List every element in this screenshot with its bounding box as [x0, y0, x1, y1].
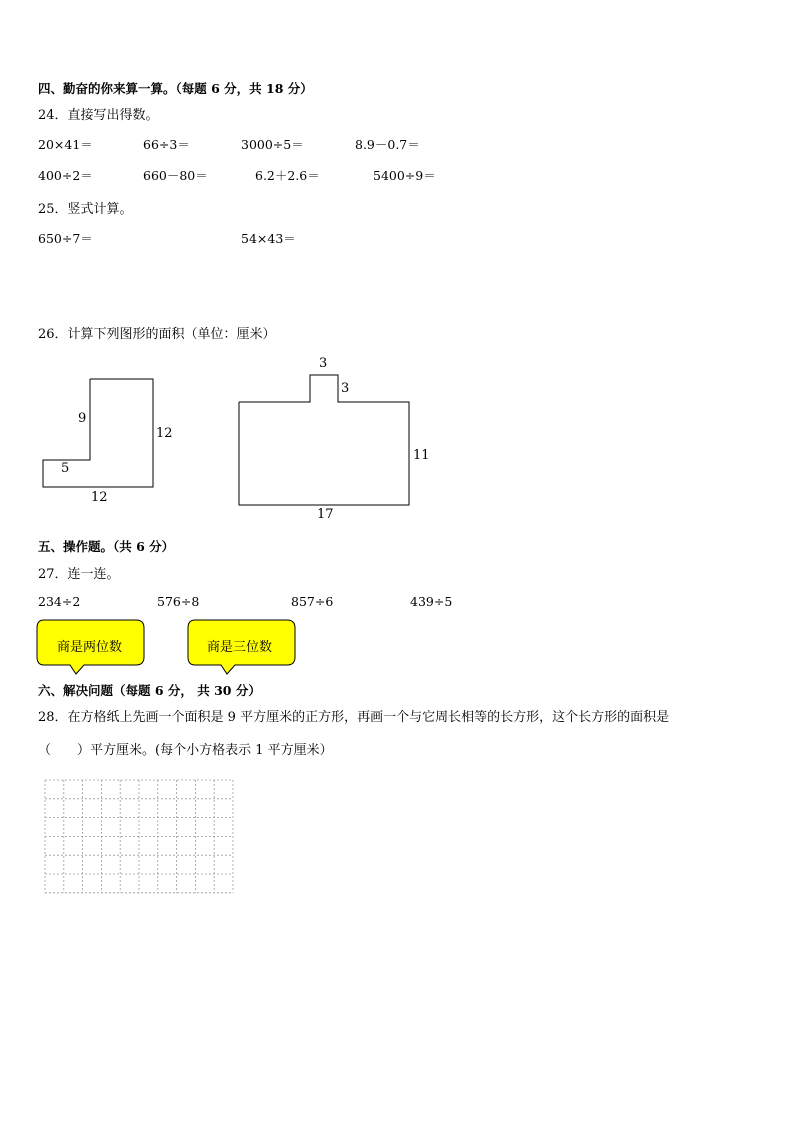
q24-prompt: 24．直接写出得数。	[38, 108, 159, 123]
fig2-label-top: 3	[319, 356, 328, 371]
q25-prompt: 25．竖式计算。	[38, 202, 133, 217]
section-5-title: 五、操作题。（共 6 分）	[38, 539, 175, 554]
q27-prompt: 27．连一连。	[38, 567, 120, 582]
q24-expr-5: 400÷2＝	[38, 168, 93, 183]
fig2-label-right: 11	[413, 448, 430, 463]
q24-expr-8: 5400÷9＝	[373, 168, 436, 183]
fig2-label-tab-height: 3	[341, 381, 350, 396]
q27-item-4: 439÷5	[410, 594, 453, 609]
section-4-title: 四、勤奋的你来算一算。（每题 6 分，共 18 分）	[38, 81, 313, 96]
q24-expr-1: 20×41＝	[38, 137, 93, 152]
fig2-label-bottom: 17	[317, 507, 334, 522]
q24-expr-3: 3000÷5＝	[241, 137, 304, 152]
q27-item-3: 857÷6	[291, 594, 334, 609]
q25-expr-2: 54×43＝	[241, 231, 296, 246]
fig1-label-step: 5	[61, 461, 70, 476]
fig1-label-bottom: 12	[91, 490, 108, 505]
callout-three-digit-text: 商是三位数	[207, 640, 273, 655]
q24-expr-6: 660－80＝	[143, 168, 208, 183]
callout-two-digit-text: 商是两位数	[57, 640, 123, 655]
grid-paper	[44, 779, 234, 894]
fig1-label-left: 9	[78, 411, 87, 426]
q24-expr-4: 8.9－0.7＝	[355, 137, 420, 152]
q26-prompt: 26．计算下列图形的面积（单位：厘米）	[38, 327, 276, 342]
section-6-title: 六、解决问题（每题 6 分， 共 30 分）	[38, 683, 261, 698]
q28-line2: （ ）平方厘米。(每个小方格表示 1 平方厘米）	[38, 743, 333, 758]
q27-item-2: 576÷8	[157, 594, 200, 609]
q27-item-1: 234÷2	[38, 594, 81, 609]
figure-l-shape	[40, 375, 170, 495]
q25-expr-1: 650÷7＝	[38, 231, 93, 246]
q28-line1: 28．在方格纸上先画一个面积是 9 平方厘米的正方形，再画一个与它周长相等的长方形，这个长方形的面积是	[38, 710, 670, 725]
figure-rect-with-tab	[236, 372, 416, 510]
l-shape-outline	[43, 379, 153, 487]
q24-expr-7: 6.2＋2.6＝	[255, 168, 320, 183]
q24-expr-2: 66÷3＝	[143, 137, 190, 152]
rect-tab-outline	[239, 375, 409, 505]
fig1-label-right: 12	[156, 426, 173, 441]
